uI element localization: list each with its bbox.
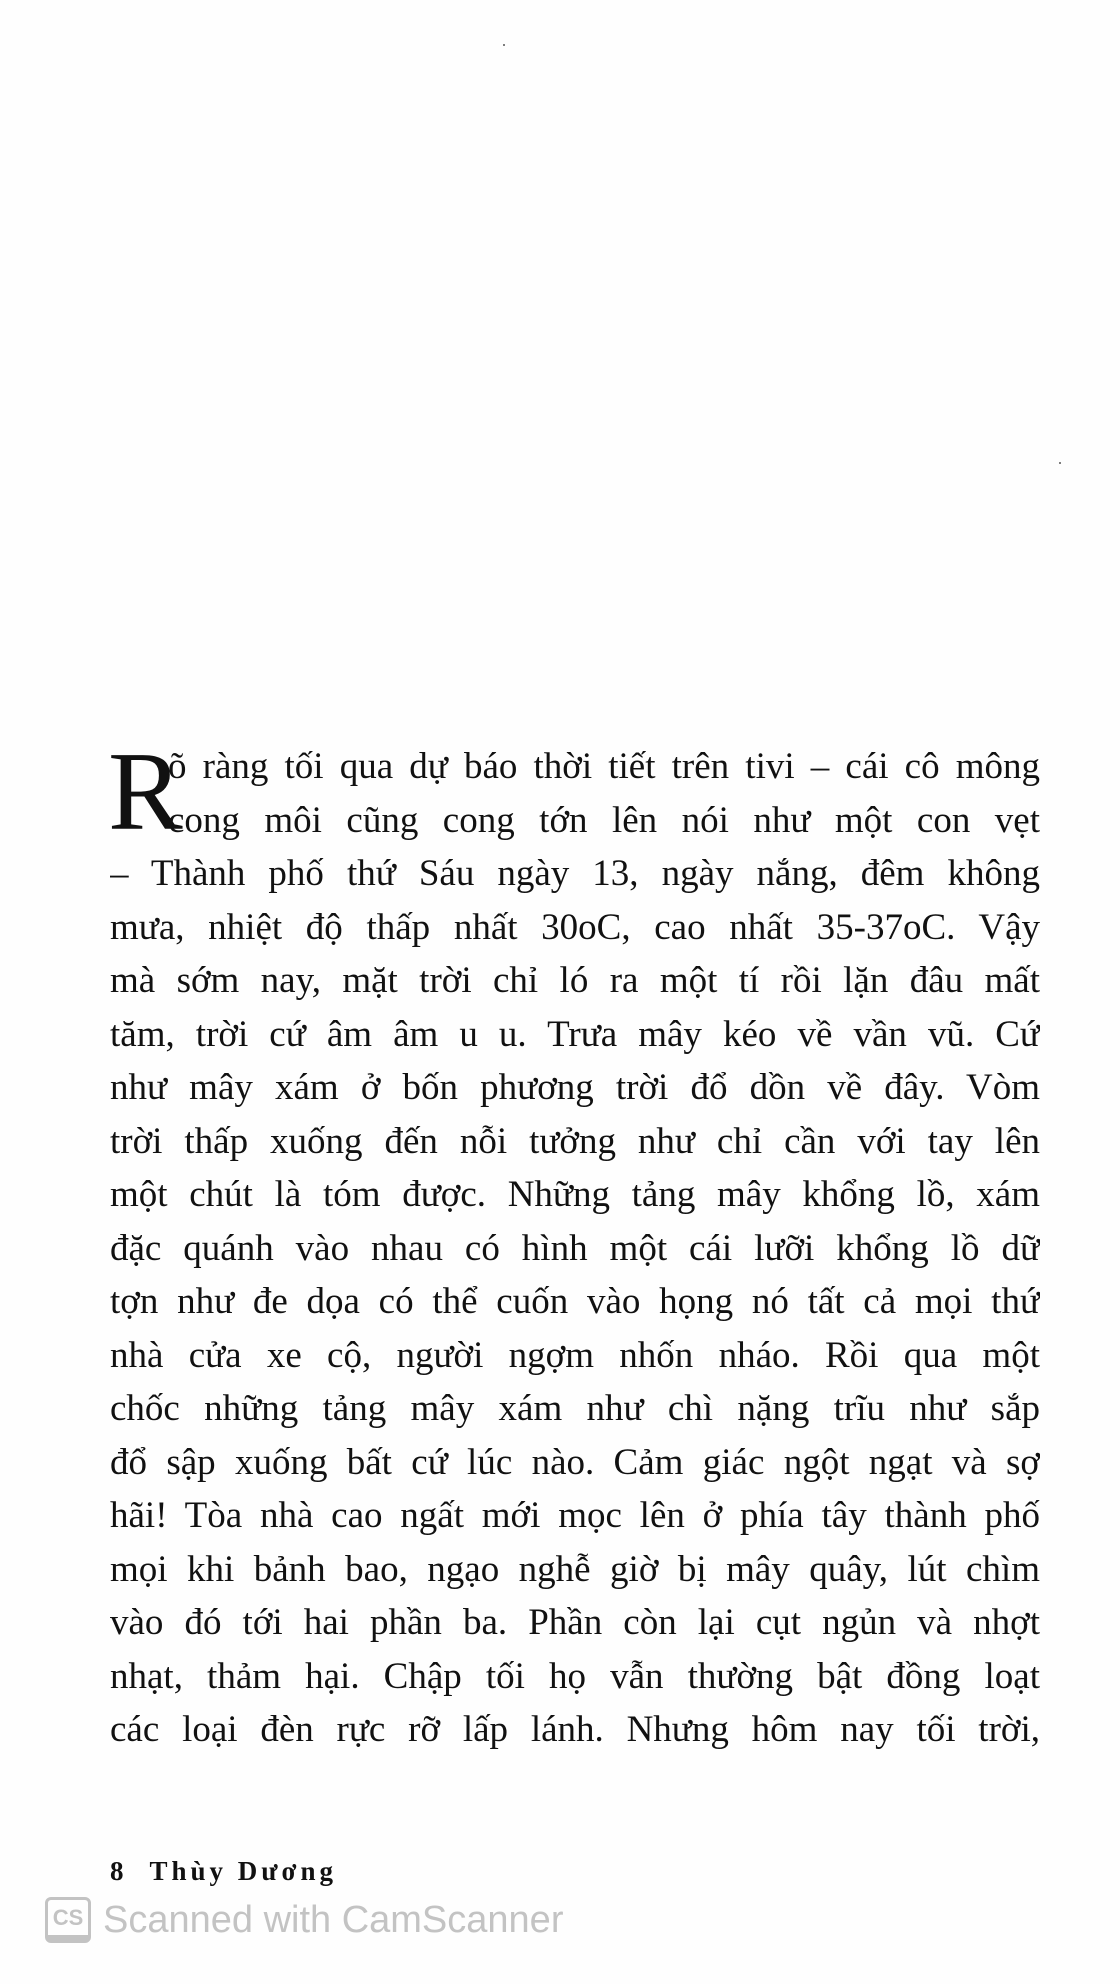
camscanner-logo-icon: CS xyxy=(45,1897,91,1943)
scan-speck xyxy=(1059,462,1061,464)
text-line-9: một chút là tóm được. Những tảng mây khổng lồ, xám xyxy=(110,1174,1040,1215)
author-name: Thùy Dương xyxy=(149,1856,337,1886)
body-paragraph xyxy=(108,730,1040,1757)
text-line-13: chốc những tảng mây xám như chì nặng trĩu như sắp xyxy=(110,1388,1040,1429)
text-line-17: vào đó tới hai phần ba. Phần còn lại cụt ngủn và nhợt xyxy=(110,1602,1040,1643)
text-line-2: cong môi cũng cong tớn lên nói như một con vẹt xyxy=(168,799,1040,841)
text-line-19: các loại đèn rực rỡ lấp lánh. Nhưng hôm nay tối trời, xyxy=(110,1709,1040,1750)
page-footer xyxy=(110,1856,337,1887)
drop-cap: R xyxy=(108,730,183,854)
text-line-8: trời thấp xuống đến nỗi tưởng như chỉ cần với tay lên xyxy=(110,1120,1040,1162)
text-line-16: mọi khi bảnh bao, ngạo nghễ giờ bị mây quây, lút chìm xyxy=(110,1548,1040,1590)
text-line-4: mưa, nhiệt độ thấp nhất 30oC, cao nhất 35-37oC. Vậy xyxy=(110,906,1040,948)
text-line-3: – Thành phố thứ Sáu ngày 13, ngày nắng, đêm không xyxy=(110,853,1040,894)
text-line-12: nhà cửa xe cộ, người ngợm nhốn nháo. Rồi qua một xyxy=(110,1334,1040,1376)
text-line-7: như mây xám ở bốn phương trời đổ dồn về đây. Vòm xyxy=(110,1067,1040,1108)
drop-cap-block xyxy=(108,730,1040,854)
page-number: 8 xyxy=(110,1856,124,1886)
text-line-18: nhạt, thảm hại. Chập tối họ vẫn thường bật đồng loạt xyxy=(110,1655,1040,1697)
scan-speck xyxy=(503,44,505,46)
camscanner-watermark xyxy=(45,1897,563,1943)
text-line-15: hãi! Tòa nhà cao ngất mới mọc lên ở phía tây thành phố xyxy=(110,1495,1040,1536)
text-line-1: õ ràng tối qua dự báo thời tiết trên tivi – cái cô mông xyxy=(168,746,1040,787)
text-line-11: tợn như đe dọa có thể cuốn vào họng nó tất cả mọi thứ xyxy=(110,1281,1040,1322)
text-line-6: tăm, trời cứ âm âm u u. Trưa mây kéo về vần vũ. Cứ xyxy=(110,1013,1040,1055)
text-line-14: đổ sập xuống bất cứ lúc nào. Cảm giác ngột ngạt và sợ xyxy=(110,1441,1040,1483)
text-line-10: đặc quánh vào nhau có hình một cái lưỡi khổng lồ dữ xyxy=(110,1227,1040,1269)
watermark-text: Scanned with CamScanner xyxy=(103,1898,564,1941)
text-line-5: mà sớm nay, mặt trời chỉ ló ra một tí rồi lặn đâu mất xyxy=(110,960,1040,1001)
